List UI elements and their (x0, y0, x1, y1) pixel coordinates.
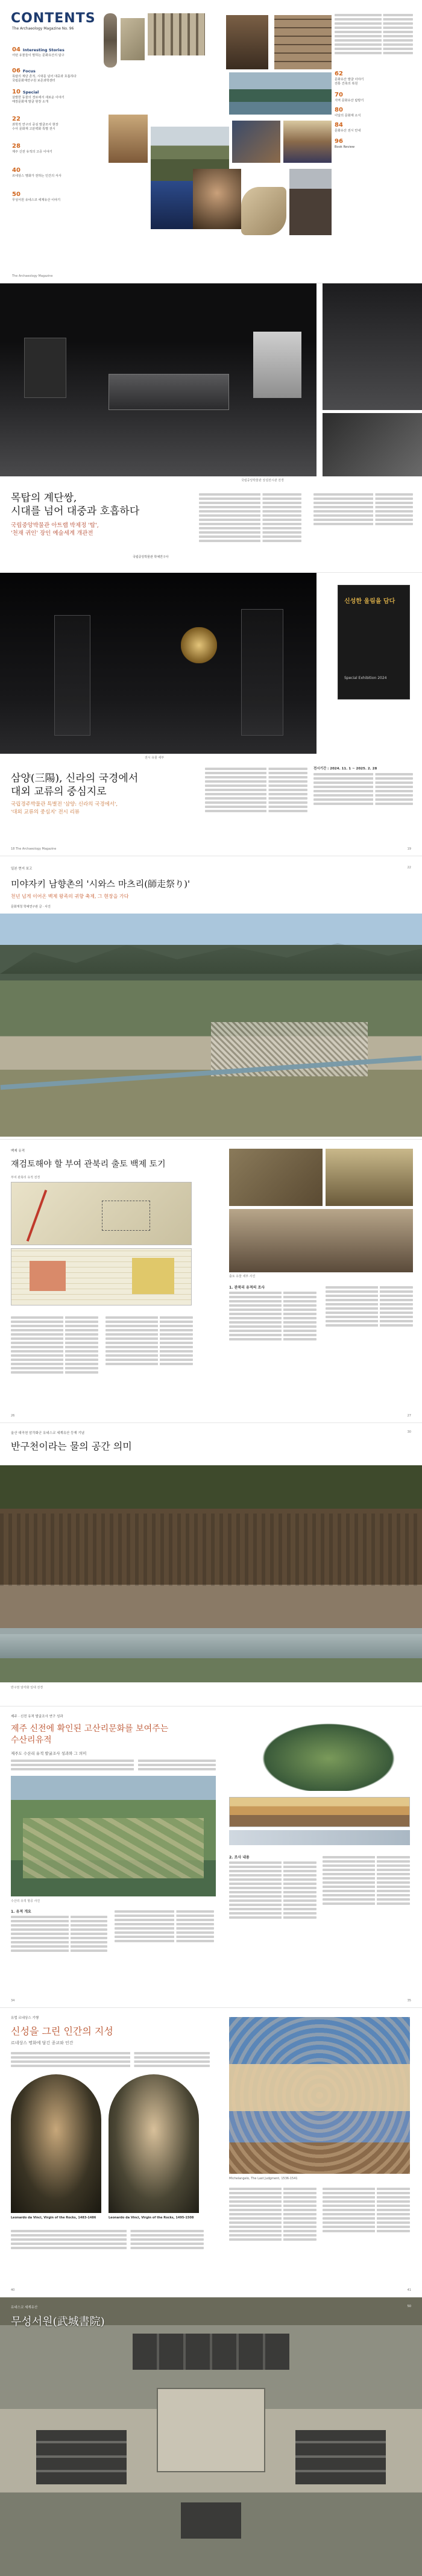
toc-item[interactable] (12, 187, 102, 203)
toc-item-line: 르네상스 명화가 전하는 인간의 서사 (12, 174, 61, 178)
plan-yellow-block (132, 1258, 174, 1294)
toc-item-section: Focus (22, 69, 36, 74)
rock-face (0, 1514, 422, 1586)
miyazaki-spread (0, 856, 422, 1140)
side-photo-bottom (323, 413, 422, 476)
stream (0, 1634, 422, 1658)
exhibit-spread (0, 283, 422, 573)
baekje-body-col-4 (326, 1284, 413, 1328)
silla-headline: 삼양(三陽), 신라의 국경에서 대외 교류의 중심지로 (11, 772, 139, 798)
jeju-spread (0, 1706, 422, 2008)
jeju-site-map-3d (253, 1719, 404, 1791)
toc-item[interactable] (12, 84, 102, 104)
toc-item[interactable] (12, 112, 102, 131)
hanok-roofs-top (133, 2334, 289, 2370)
miyazaki-kicker: 일본 현지 보고 (11, 867, 33, 871)
renaissance-caption-2: Leonardo da Vinci, Virgin of the Rocks, 1495-1508 (109, 2216, 194, 2220)
jeju-kicker: 제주 · 신전 유적 발굴조사 연구 성과 (11, 1715, 63, 1719)
jeju-body-col-4 (323, 1854, 410, 1907)
toc-item-number: 50 (12, 191, 20, 198)
display-case (109, 374, 229, 410)
toc-item-line: 국립문화재연구원 보존과학센터 (12, 79, 55, 83)
wall-panel-dark (24, 338, 66, 398)
toc-right-line: 전통 건축의 복원 (335, 82, 358, 86)
toc-right-line: 문화유산 전시 안내 (335, 129, 361, 133)
glass-case-left (54, 615, 90, 736)
toc-item-line: 수사 문화재 고분벽화 특별 전시 (12, 127, 55, 131)
baekje-body-col-1 (11, 1315, 98, 1375)
silla-body-col-1 (205, 766, 307, 814)
silla-side-text (313, 766, 413, 807)
renaissance-page-left: 40 (11, 2288, 15, 2292)
jeju-page-left: 34 (11, 1999, 15, 2003)
renaissance-body-col-3 (229, 2186, 316, 2243)
toc-right-number: 80 (335, 107, 343, 113)
toc-right-item[interactable] (335, 103, 413, 118)
exhibit-subhead: 국립중앙박물관 아트랩 박제정 '탑', '천재 귀인' 장인 예술세계 개관전 (11, 522, 99, 537)
toc-right-item[interactable] (335, 118, 413, 133)
hanok-roofs-left (36, 2430, 127, 2484)
toc-item-number: 22 (12, 116, 20, 122)
toc-item[interactable] (12, 63, 102, 83)
toc-item-number: 28 (12, 143, 20, 150)
silla-footer-left: 18 The Archaeology Magazine (11, 847, 57, 851)
collage-stone-tool (104, 13, 117, 68)
jeju-profile-chart (229, 1830, 410, 1845)
baekje-body-col-3 (229, 1284, 316, 1342)
issue-label: No. 96 (61, 27, 74, 31)
poster-title: 신성한 울림을 담다 (344, 598, 395, 605)
fresco-figures (229, 2017, 410, 2174)
renaissance-subhead: 르네상스 명화에 담긴 종교와 인간 (11, 2041, 74, 2045)
renaissance-body-col-4 (323, 2186, 410, 2234)
baekje-caption-1: 부여 관북리 유적 전경 (11, 1176, 40, 1179)
toc-right-line: 지역 문화유산 탐방기 (335, 99, 364, 103)
jeju-aerial-photo (11, 1776, 216, 1896)
baekje-pottery-photo (229, 1209, 413, 1272)
collage-renaissance (283, 121, 332, 163)
renaissance-caption-3: Michelangelo, The Last Judgment, 1536-1541 (229, 2177, 298, 2180)
toc-item-number: 04 (12, 46, 20, 53)
toc-right-item[interactable] (335, 87, 413, 103)
contents-page (0, 0, 422, 283)
jeju-caption: 수산리 유적 항공 사진 (11, 1899, 40, 1903)
toc-item-section: Interesting Stories (22, 48, 65, 52)
silla-side-title: 전시기간 : 2024. 11. 1 ~ 2025. 2. 28 (313, 767, 377, 771)
wall-panel-light (253, 332, 301, 398)
baekje-page-right: 27 (407, 1414, 411, 1418)
exhibit-headline: 목탑의 계단쌍, 시대를 넘어 대중과 호흡하다 (11, 492, 140, 517)
toc-item-number: 40 (12, 167, 20, 174)
jeju-headline: 제주 신전에 확인된 고산리문화를 보여주는 수산리유적 (11, 1724, 169, 1745)
toc-right-number: 96 (335, 138, 343, 145)
collage-chamber (193, 169, 241, 229)
jeju-section-b: 2. 조사 내용 (229, 1855, 250, 1860)
silla-subhead: 국립경주박물관 특별전 '삼양: 신라의 국경에서', '대외 교류의 중심지' 전시 리뷰 (11, 801, 118, 815)
jeju-intro-text (11, 1758, 216, 1772)
collage-tablet (121, 18, 145, 60)
painting-virgin-rocks-louvre (11, 2074, 101, 2213)
silla-caption: 전시 유물 세부 (145, 756, 165, 760)
poster-subtitle: Special Exhibition 2024 (344, 676, 387, 680)
collage-fresco-small (109, 115, 148, 163)
hanok-roofs-right (295, 2430, 386, 2484)
renaissance-body-left (11, 2228, 204, 2251)
museong-headline: 무성서원(武城書院) (11, 2316, 105, 2328)
exhibit-poster (338, 585, 410, 699)
silla-spread (0, 573, 422, 856)
baekje-plan-drawing (11, 1248, 192, 1305)
renaissance-spread (0, 2008, 422, 2297)
bangu-headline: 반구천이라는 물의 공간 의미 (11, 1441, 132, 1452)
contents-subtitle: The Archaeology Magazine No. 96 (12, 27, 74, 31)
painting-virgin-rocks-london (109, 2074, 199, 2213)
baekje-section-title: 1. 관북리 유적의 조사 (229, 1286, 265, 1290)
jeju-fields (23, 1818, 204, 1878)
collage-people-photo (232, 121, 280, 163)
crown-ornament (181, 627, 217, 663)
gate-building (181, 2502, 241, 2539)
toc-right-item[interactable] (335, 134, 413, 150)
toc-item-line: 목탑의 계단 흔적, 시대를 넘어 대중과 호흡하다 (12, 75, 77, 78)
painting-last-judgment (229, 2017, 410, 2174)
bangu-kicker: 울산 대곡천 암각화군 유네스코 세계유산 등재 기념 (11, 1432, 85, 1435)
baekje-excavation-photo-2 (326, 1149, 413, 1206)
courtyard (157, 2388, 265, 2472)
miyazaki-aerial-photo (0, 914, 422, 1137)
exhibit-byline: 국립중앙박물관 학예연구사 (133, 555, 169, 559)
museong-kicker: 유네스코 세계유산 (11, 2306, 38, 2309)
collage-blue-object (151, 181, 193, 229)
collage-temple-roof (289, 169, 332, 235)
toc-item-line: 과학적 연구의 중심 발굴조사 현장 (12, 123, 58, 127)
collage-artifacts-tray (148, 13, 205, 55)
contents-footer: The Archaeology Magazine (12, 274, 53, 278)
collage-wall-panel (274, 15, 332, 69)
collage-island-photo (229, 72, 332, 115)
exhibit-body-col-1 (199, 491, 301, 544)
jeju-section-a: 1. 유적 개요 (11, 1910, 31, 1914)
contents-title: CONTENTS (11, 11, 96, 26)
renaissance-caption-1: Leonardo da Vinci, Virgin of the Rocks, 1483-1486 (11, 2216, 96, 2220)
toc-right-line: Book Review (335, 145, 355, 149)
jeju-subhead: 제주도 수산리 유적 발굴조사 성과와 그 의미 (11, 1751, 87, 1756)
exhibit-caption-1: 국립중앙박물관 상설전시관 전경 (241, 479, 284, 482)
baekje-site-map (11, 1182, 192, 1245)
baekje-kicker: 백제 유적 (11, 1149, 25, 1153)
toc-right-line: 이달의 문화재 소식 (335, 114, 361, 118)
toc-item[interactable] (12, 42, 102, 58)
toc-item[interactable] (12, 139, 102, 154)
renaissance-page-right: 41 (407, 2288, 411, 2292)
map-road (27, 1190, 48, 1242)
renaissance-kicker: 유럽 르네상스 기행 (11, 2016, 39, 2020)
toc-item-line: 매장문화재 발굴 현장 소개 (12, 100, 49, 104)
mountain-ridge (0, 938, 422, 974)
baekje-spread (0, 1140, 422, 1423)
renaissance-headline: 신성을 그린 인간의 지성 (11, 2025, 113, 2037)
jeju-body-col-1 (11, 1908, 107, 1954)
miyazaki-subhead: 천년 넘게 이어온 백제 왕족의 귀향 축제, 그 현장을 가다 (11, 894, 129, 899)
museong-spread (0, 2297, 422, 2576)
toc-item-line: 무성서원 유네스코 세계유산 이야기 (12, 198, 61, 202)
museong-page: 50 (407, 2305, 411, 2308)
jeju-body-col-3 (229, 1854, 316, 1921)
toc-item-number: 10 (12, 89, 20, 95)
bangu-caption: 반구천 암각화 일대 전경 (11, 1686, 43, 1690)
toc-item-number: 06 (12, 68, 20, 74)
miyazaki-page: 22 (407, 866, 411, 870)
toc-item[interactable] (12, 163, 102, 178)
silla-footer-right: 19 (407, 847, 411, 851)
bangu-spread (0, 1423, 422, 1706)
baekje-body-col-2 (106, 1315, 193, 1367)
jeju-stratigraphy (229, 1797, 410, 1827)
jeju-page-right: 35 (407, 1999, 411, 2003)
museong-aerial-photo (0, 2297, 422, 2576)
bangu-page: 30 (407, 1430, 411, 1434)
toc-item-line: 살발한 동물의 경로에서 새로운 이야기 (12, 96, 65, 99)
miyazaki-byline: 문화재청 학예연구관 글 · 사진 (11, 905, 51, 909)
collage-bronze-objects (226, 15, 268, 69)
toc-item-line: 어떤 유물들이 말하는 문화유산의 탐구 (12, 54, 65, 57)
baekje-page-left: 26 (11, 1414, 15, 1418)
bangu-cliff-photo (0, 1465, 422, 1682)
baekje-excavation-photo-1 (229, 1149, 323, 1206)
toc-right-line: 문화유산 발굴 이야기 (335, 78, 364, 81)
jeju-body-col-2 (115, 1908, 214, 1944)
toc-right-item[interactable] (335, 66, 413, 86)
toc-item-line: 제주 신전 유적의 고증 이야기 (12, 150, 52, 154)
toc-right-number: 62 (335, 71, 343, 77)
gallery-hall-photo (0, 283, 316, 476)
miyazaki-headline: 미야자키 남향촌의 '시와스 마츠리(師走祭り)' (11, 879, 191, 889)
toc-right-number: 84 (335, 122, 343, 128)
silla-gallery-photo (0, 573, 316, 754)
contents-intro-text (335, 12, 413, 56)
glass-case-right (241, 609, 283, 736)
collage-stone-horn (241, 187, 286, 235)
renaissance-intro (11, 2050, 210, 2069)
toc-item-section: Special (22, 90, 39, 95)
map-zone (102, 1201, 150, 1231)
baekje-headline: 재검토해야 할 부여 관북리 출토 백제 토기 (11, 1160, 166, 1169)
plan-red-block (30, 1261, 66, 1291)
toc-right-number: 70 (335, 92, 343, 98)
exhibit-body-col-2 (313, 491, 413, 527)
side-photo-top (323, 283, 422, 410)
baekje-caption-2: 출토 유물 세부 사진 (229, 1275, 256, 1278)
